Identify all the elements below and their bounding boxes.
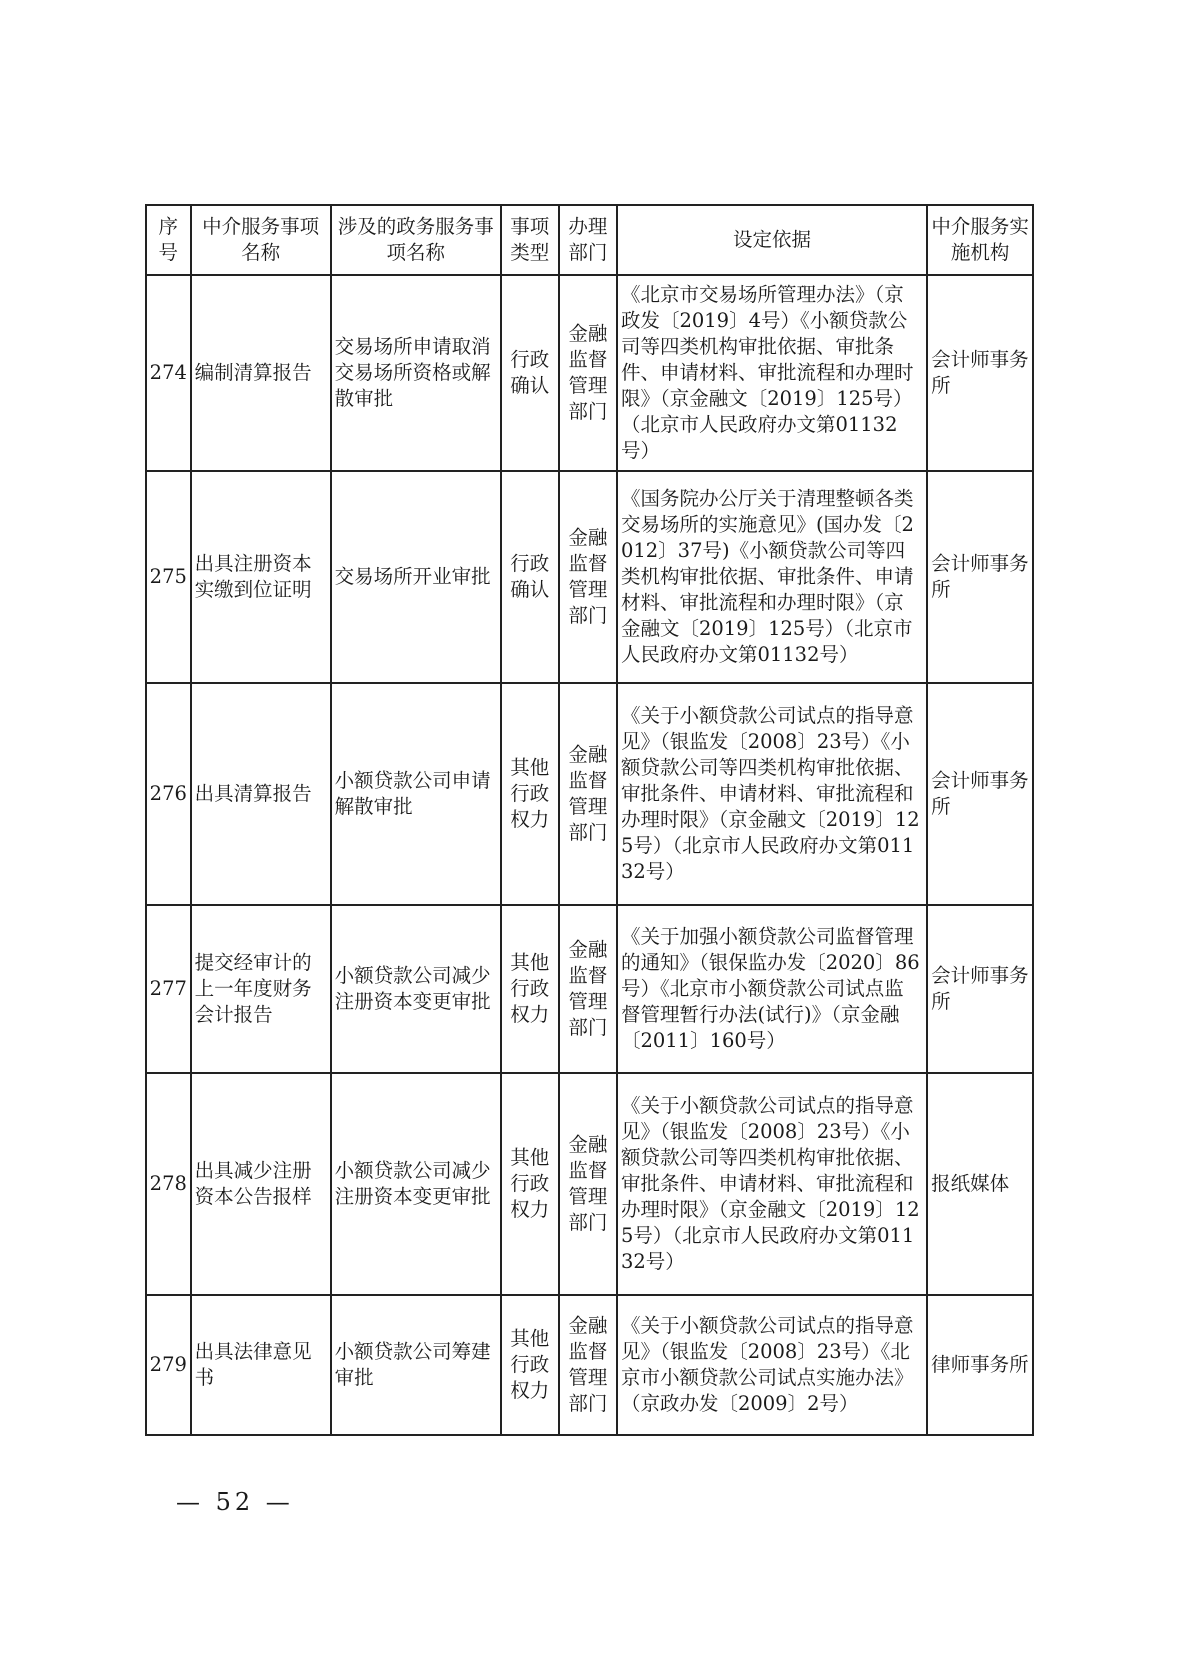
header-service-name: 中介服务事项名称 <box>191 205 331 275</box>
table-row <box>146 1073 1033 1295</box>
row-number: 278 <box>146 1073 191 1295</box>
header-gov-service: 涉及的政务服务事项名称 <box>331 205 501 275</box>
service-name: 提交经审计的上一年度财务会计报告 <box>191 905 331 1073</box>
department: 金融监督管理部门 <box>559 1295 617 1435</box>
header-no: 序号 <box>146 205 191 275</box>
department: 金融监督管理部门 <box>559 471 617 683</box>
gov-service-name: 小额贷款公司筹建审批 <box>331 1295 501 1435</box>
legal-basis: 《关于小额贷款公司试点的指导意见》（银监发〔2008〕23号）《小额贷款公司等四类机构审批依据、审批条件、申请材料、审批流程和办理时限》（京金融文〔2019〕125号）（北京市人民政府办文第01132号） <box>617 1073 927 1295</box>
gov-service-name: 交易场所开业审批 <box>331 471 501 683</box>
item-type: 行政确认 <box>501 275 559 471</box>
row-number: 274 <box>146 275 191 471</box>
header-legal-basis: 设定依据 <box>617 205 927 275</box>
header-item-type: 事项类型 <box>501 205 559 275</box>
department: 金融监督管理部门 <box>559 905 617 1073</box>
department: 金融监督管理部门 <box>559 1073 617 1295</box>
table-row <box>146 275 1033 471</box>
item-type: 其他行政权力 <box>501 905 559 1073</box>
legal-basis: 《关于小额贷款公司试点的指导意见》（银监发〔2008〕23号）《小额贷款公司等四类机构审批依据、审批条件、申请材料、审批流程和办理时限》（京金融文〔2019〕125号）（北京市人民政府办文第01132号） <box>617 683 927 905</box>
item-type: 其他行政权力 <box>501 1073 559 1295</box>
row-number: 277 <box>146 905 191 1073</box>
service-provider: 会计师事务所 <box>927 905 1033 1073</box>
table-row <box>146 683 1033 905</box>
table-header-row <box>146 205 1033 275</box>
gov-service-name: 小额贷款公司减少注册资本变更审批 <box>331 905 501 1073</box>
gov-service-name: 小额贷款公司减少注册资本变更审批 <box>331 1073 501 1295</box>
header-department: 办理部门 <box>559 205 617 275</box>
gov-service-name: 小额贷款公司申请解散审批 <box>331 683 501 905</box>
service-name: 出具注册资本实缴到位证明 <box>191 471 331 683</box>
intermediary-services-table <box>145 204 1034 1436</box>
service-provider: 律师事务所 <box>927 1295 1033 1435</box>
item-type: 行政确认 <box>501 471 559 683</box>
header-provider: 中介服务实施机构 <box>927 205 1033 275</box>
row-number: 276 <box>146 683 191 905</box>
table-row <box>146 471 1033 683</box>
department: 金融监督管理部门 <box>559 683 617 905</box>
service-provider: 报纸媒体 <box>927 1073 1033 1295</box>
item-type: 其他行政权力 <box>501 1295 559 1435</box>
row-number: 279 <box>146 1295 191 1435</box>
legal-basis: 《北京市交易场所管理办法》（京政发〔2019〕4号）《小额贷款公司等四类机构审批依据、审批条件、申请材料、审批流程和办理时限》（京金融文〔2019〕125号）（北京市人民政府办文第01132号） <box>617 275 927 471</box>
department: 金融监督管理部门 <box>559 275 617 471</box>
table-row <box>146 905 1033 1073</box>
page-number: — 52 — <box>176 1488 294 1516</box>
service-name: 出具清算报告 <box>191 683 331 905</box>
service-name: 编制清算报告 <box>191 275 331 471</box>
legal-basis: 《关于加强小额贷款公司监督管理的通知》（银保监办发〔2020〕86号）《北京市小额贷款公司试点监督管理暂行办法(试行)》（京金融〔2011〕160号） <box>617 905 927 1073</box>
table-row <box>146 1295 1033 1435</box>
item-type: 其他行政权力 <box>501 683 559 905</box>
legal-basis: 《国务院办公厅关于清理整顿各类交易场所的实施意见》(国办发〔2012〕37号)《小额贷款公司等四类机构审批依据、审批条件、申请材料、审批流程和办理时限》（京金融文〔2019〕125号）（北京市人民政府办文第01132号） <box>617 471 927 683</box>
service-name: 出具减少注册资本公告报样 <box>191 1073 331 1295</box>
service-provider: 会计师事务所 <box>927 275 1033 471</box>
service-provider: 会计师事务所 <box>927 471 1033 683</box>
service-name: 出具法律意见书 <box>191 1295 331 1435</box>
service-provider: 会计师事务所 <box>927 683 1033 905</box>
gov-service-name: 交易场所申请取消交易场所资格或解散审批 <box>331 275 501 471</box>
row-number: 275 <box>146 471 191 683</box>
legal-basis: 《关于小额贷款公司试点的指导意见》（银监发〔2008〕23号）《北京市小额贷款公司试点实施办法》（京政办发〔2009〕2号） <box>617 1295 927 1435</box>
